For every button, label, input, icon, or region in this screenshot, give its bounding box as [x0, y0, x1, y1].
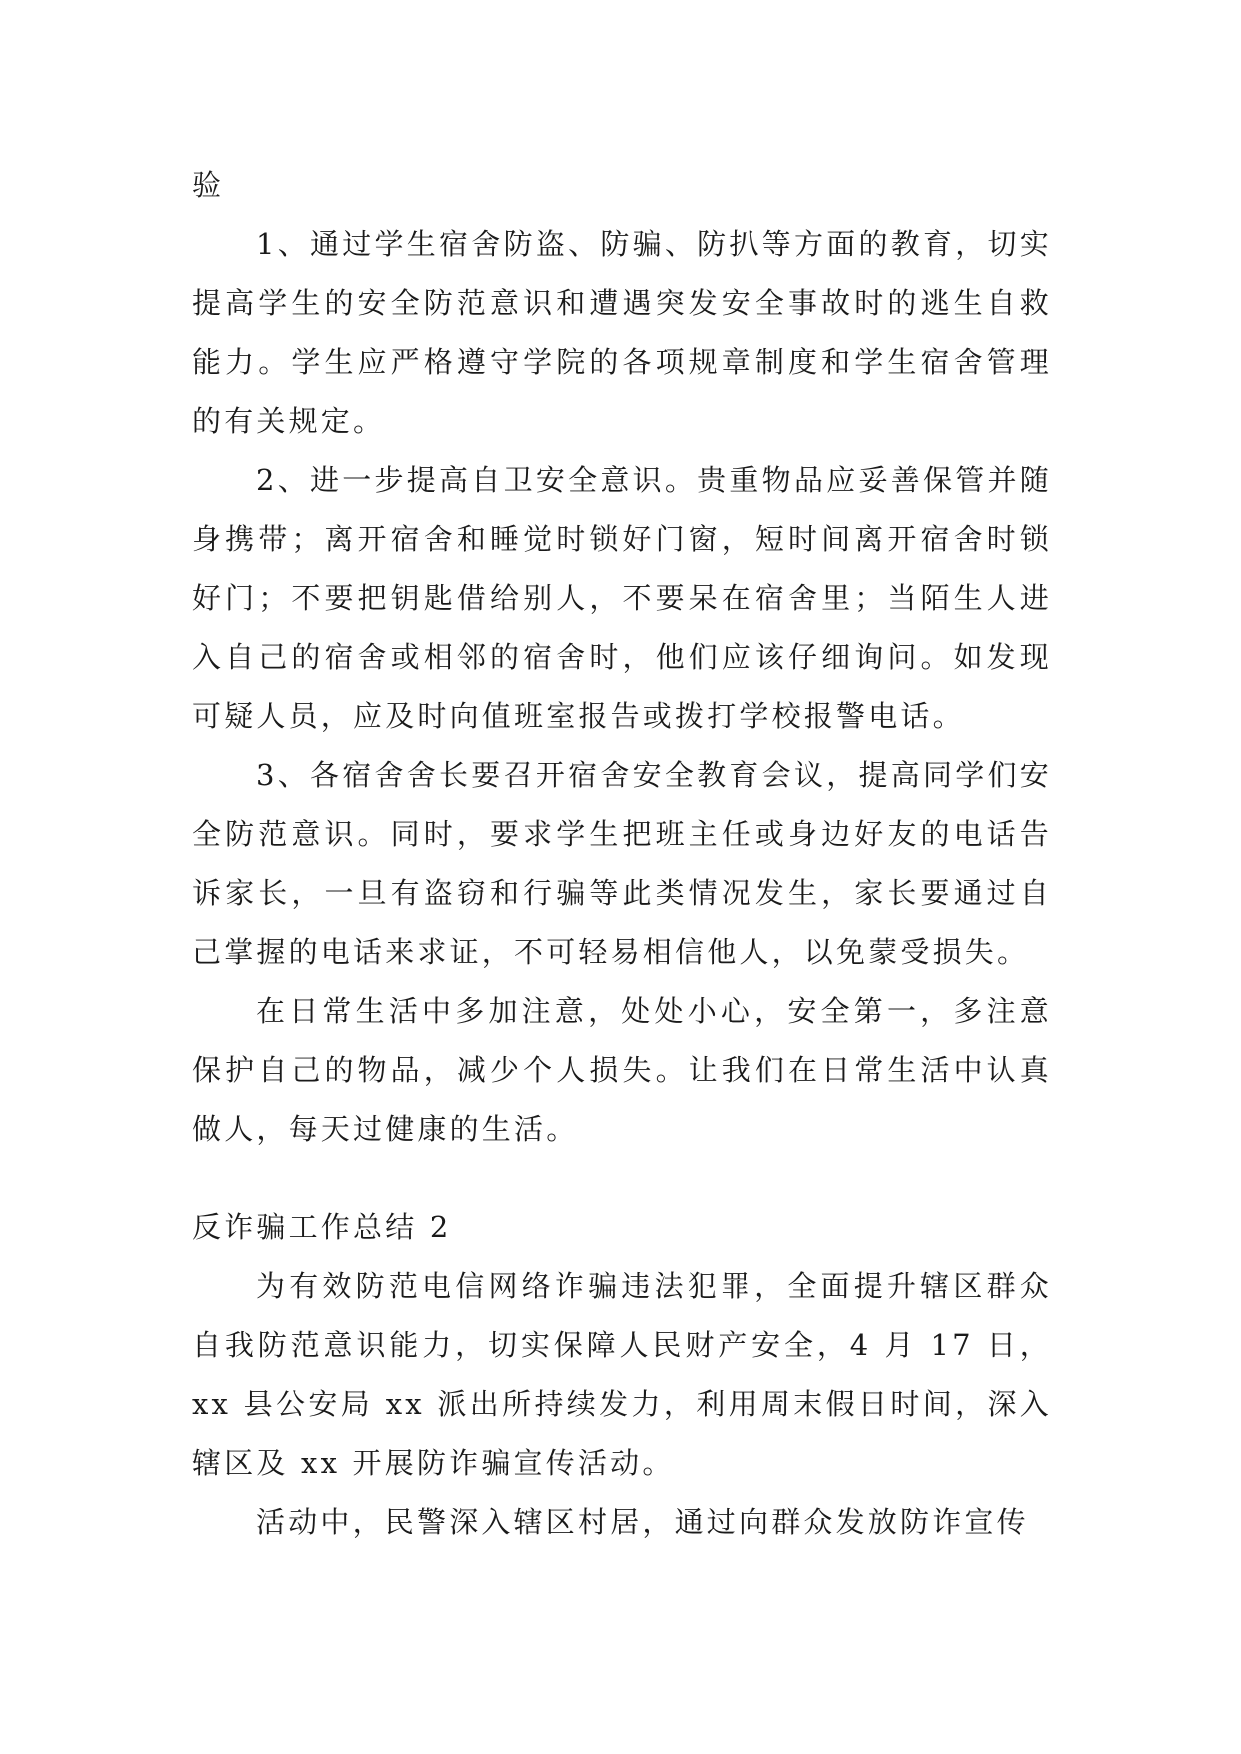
- paragraph-2: 2、进一步提高自卫安全意识。贵重物品应妥善保管并随身携带；离开宿舍和睡觉时锁好门窗，短时间离开宿舍时锁好门；不要把钥匙借给别人，不要呆在宿舍里；当陌生人进入自己的宿舍或相邻的宿舍时，他们应该仔细询问。如发现可疑人员，应及时向值班室报告或拨打学校报警电话。: [192, 463, 1052, 733]
- paragraph-3: 3、各宿舍舍长要召开宿舍安全教育会议，提高同学们安全防范意识。同时，要求学生把班主任或身边好友的电话告诉家长，一旦有盗窃和行骗等此类情况发生，家长要通过自己掌握的电话来求证，不可轻易相信他人，以免蒙受损失。: [192, 758, 1052, 969]
- section-1-lead-text: 验: [192, 168, 225, 202]
- section-1-body: [192, 156, 1052, 1159]
- paragraph-6: 活动中，民警深入辖区村居，通过向群众发放防诈宣传: [256, 1505, 1029, 1539]
- section-2-body: [192, 1198, 1052, 1552]
- paragraph-1: 1、通过学生宿舍防盗、防骗、防扒等方面的教育，切实提高学生的安全防范意识和遭遇突发安全事故时的逃生自救能力。学生应严格遵守学院的各项规章制度和学生宿舍管理的有关规定。: [192, 227, 1052, 438]
- paragraph-4: 在日常生活中多加注意，处处小心，安全第一，多注意保护自己的物品，减少个人损失。让我们在日常生活中认真做人，每天过健康的生活。: [192, 994, 1052, 1146]
- section-2-heading: 反诈骗工作总结 2: [192, 1210, 452, 1244]
- paragraph-5: 为有效防范电信网络诈骗违法犯罪，全面提升辖区群众自我防范意识能力，切实保障人民财产安全，4 月 17 日，xx 县公安局 xx 派出所持续发力，利用周末假日时间，深入辖区及 xx 开展防诈骗宣传活动。: [192, 1269, 1052, 1480]
